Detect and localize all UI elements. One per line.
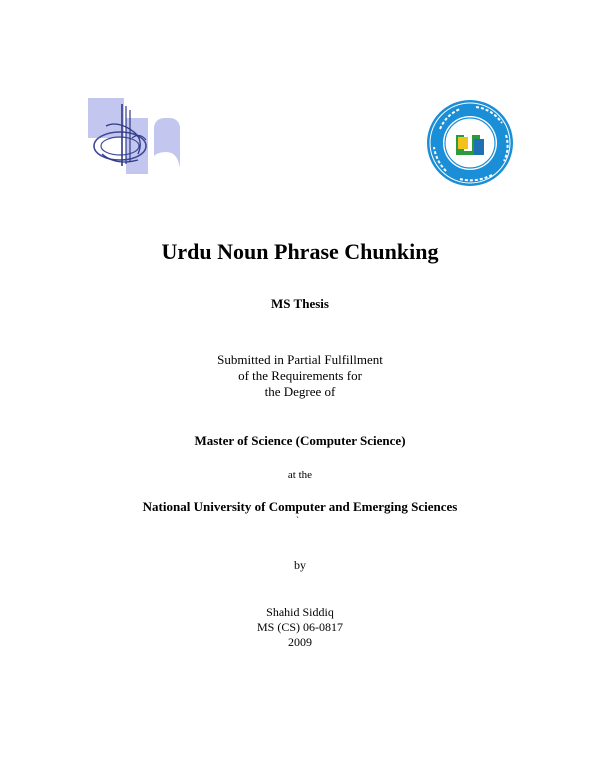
- author-block: [0, 605, 600, 650]
- nu-calligraphy-logo-icon: [86, 96, 184, 178]
- author-roll-number: MS (CS) 06-0817: [256, 620, 343, 634]
- university-name: National University of Computer and Emerging Sciences: [142, 499, 458, 514]
- submission-line: Submitted in Partial Fulfillment: [217, 352, 383, 367]
- submission-statement: [0, 352, 600, 400]
- thesis-year: 2009: [288, 635, 312, 649]
- at-the-text: at the: [287, 469, 313, 481]
- thesis-title: Urdu Noun Phrase Chunking: [161, 239, 439, 264]
- thesis-subtitle: MS Thesis: [271, 296, 329, 311]
- by-text: by: [294, 558, 306, 572]
- author-name: Shahid Siddiq: [266, 605, 334, 619]
- degree-name: Master of Science (Computer Science): [194, 433, 406, 448]
- fast-university-seal-icon: [426, 99, 514, 187]
- stray-mark: `: [296, 515, 299, 525]
- submission-line: of the Requirements for: [238, 368, 362, 383]
- submission-line: the Degree of: [264, 384, 336, 399]
